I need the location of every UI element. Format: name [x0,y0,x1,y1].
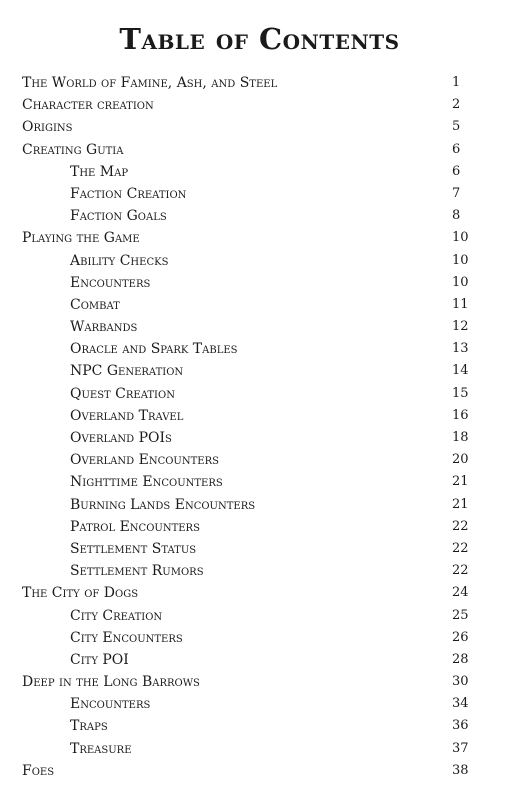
toc-section-entry[interactable] [0,294,519,316]
toc-entry-page-number: 12 [452,319,469,335]
toc-section-entry[interactable] [0,538,519,560]
toc-entry-page-number: 7 [452,185,461,201]
toc-entry-page-number: 11 [452,296,469,312]
toc-entry-page-number: 21 [452,474,469,490]
toc-section-entry[interactable] [0,272,519,294]
toc-entry-page-number: 37 [452,740,469,756]
toc-section-entry[interactable] [0,715,519,737]
toc-section-entry[interactable] [0,161,519,183]
toc-entry-label: Oracle and Spark Tables [70,341,238,358]
toc-entry-page-number: 36 [452,718,469,734]
toc-section-entry[interactable] [0,605,519,627]
toc-entry-page-number: 13 [452,341,469,357]
toc-entry-page-number: 22 [452,540,469,556]
toc-entry-page-number: 25 [452,607,469,623]
toc-entry-page-number: 8 [452,208,461,224]
toc-entry-page-number: 26 [452,629,469,645]
toc-section-entry[interactable] [0,738,519,760]
toc-entry-page-number: 30 [452,674,469,690]
toc-chapter-entry[interactable] [0,116,519,138]
toc-entry-label: City Encounters [70,629,183,646]
toc-section-entry[interactable] [0,627,519,649]
toc-entry-label: City POI [70,651,129,668]
toc-entry-page-number: 5 [452,119,461,135]
toc-section-entry[interactable] [0,183,519,205]
toc-section-entry[interactable] [0,338,519,360]
toc-section-entry[interactable] [0,360,519,382]
toc-chapter-entry[interactable] [0,671,519,693]
toc-section-entry[interactable] [0,449,519,471]
toc-entry-label: The Map [70,163,129,180]
toc-section-entry[interactable] [0,427,519,449]
toc-entry-page-number: 24 [452,585,469,601]
toc-entry-label: Faction Creation [70,185,187,202]
toc-entry-label: The World of Famine, Ash, and Steel [22,75,278,91]
toc-entry-label: NPC Generation [70,363,184,380]
toc-entry-page-number: 1 [452,75,461,90]
toc-entry-label: Faction Goals [70,208,167,225]
toc-entry-label: Traps [70,718,108,735]
toc-entry-page-number: 2 [452,97,461,113]
toc-entry-label: Overland POIs [70,430,172,446]
toc-entry-label: Playing the Game [22,230,140,247]
toc-chapter-entry[interactable] [0,582,519,604]
toc-entry-label: Quest Creation [70,385,175,402]
toc-entry-page-number: 18 [452,430,469,445]
toc-entry-page-number: 16 [452,407,469,423]
toc-entry-label: Deep in the Long Barrows [22,674,200,691]
toc-section-entry[interactable] [0,205,519,227]
toc-entry-label: Encounters [70,696,151,713]
toc-entry-label: Origins [22,119,73,136]
toc-entry-page-number: 10 [452,274,469,290]
toc-section-entry[interactable] [0,494,519,516]
toc-entry-page-number: 10 [452,252,469,268]
toc-entry-page-number: 28 [452,651,469,667]
toc-section-entry[interactable] [0,560,519,582]
toc-section-entry[interactable] [0,316,519,338]
toc-entry-page-number: 22 [452,563,469,579]
toc-section-entry[interactable] [0,516,519,538]
toc-chapter-entry[interactable] [0,139,519,161]
toc-entry-label: Ability Checks [70,252,169,269]
toc-entry-label: Creating Gutia [22,141,124,158]
page-title: Table of Contents [119,22,400,56]
toc-entry-page-number: 34 [452,696,469,712]
toc-chapter-entry[interactable] [0,72,519,94]
toc-entry-page-number: 6 [452,141,461,157]
toc-entry-page-number: 21 [452,496,469,512]
toc-entry-label: Settlement Status [70,540,197,557]
toc-entry-label: Warbands [70,319,138,336]
toc-entry-label: Overland Travel [70,407,184,424]
toc-section-entry[interactable] [0,405,519,427]
toc-entry-label: Patrol Encounters [70,518,200,535]
toc-entry-label: Character creation [22,97,154,114]
table-of-contents [0,72,519,782]
toc-entry-label: Combat [70,296,120,313]
toc-entry-label: Foes [22,762,55,779]
toc-chapter-entry[interactable] [0,227,519,249]
toc-chapter-entry[interactable] [0,94,519,116]
toc-entry-label: Burning Lands Encounters [70,496,256,513]
toc-entry-label: Treasure [70,740,132,757]
toc-entry-label: City Creation [70,607,163,624]
toc-entry-page-number: 38 [452,762,469,778]
toc-entry-page-number: 22 [452,518,469,534]
toc-entry-page-number: 10 [452,230,469,246]
toc-entry-page-number: 6 [452,163,461,179]
toc-entry-page-number: 15 [452,385,469,401]
toc-entry-label: Encounters [70,274,151,291]
toc-section-entry[interactable] [0,471,519,493]
toc-chapter-entry[interactable] [0,760,519,782]
toc-section-entry[interactable] [0,383,519,405]
toc-section-entry[interactable] [0,693,519,715]
toc-entry-page-number: 20 [452,452,469,468]
toc-entry-page-number: 14 [452,363,469,379]
toc-entry-label: Nighttime Encounters [70,474,223,491]
toc-section-entry[interactable] [0,649,519,671]
toc-section-entry[interactable] [0,250,519,272]
toc-entry-label: Overland Encounters [70,452,219,469]
toc-entry-label: The City of Dogs [22,585,139,602]
toc-entry-label: Settlement Rumors [70,563,204,580]
